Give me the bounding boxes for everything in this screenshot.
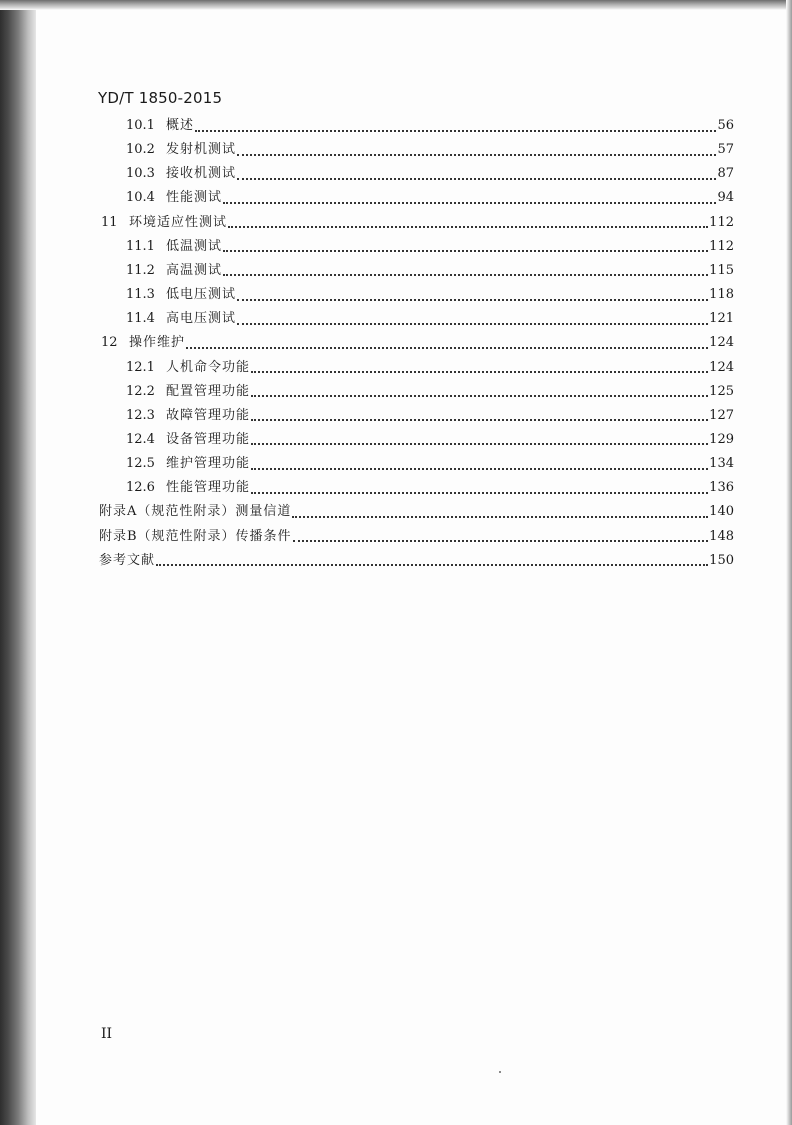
toc-entry[interactable] <box>126 261 734 283</box>
toc-entry-page: 94 <box>717 190 734 206</box>
toc-entry-title: 概述 <box>166 118 195 133</box>
toc-entry-title: 人机命令功能 <box>166 359 251 375</box>
toc-entry[interactable] <box>126 164 734 186</box>
toc-entry-title: 低电压测试 <box>166 287 237 303</box>
toc-entry[interactable] <box>101 333 734 355</box>
toc-leader-dots <box>223 249 708 252</box>
toc-entry-title: 维护管理功能 <box>166 456 251 472</box>
toc-leader-dots <box>237 322 708 325</box>
toc-entry[interactable] <box>126 188 734 210</box>
toc-entry-number: 11.4 <box>126 311 155 327</box>
page-number: II <box>101 1026 113 1042</box>
toc-entry-title: 配置管理功能 <box>166 383 251 399</box>
toc-entry-number: 12.4 <box>126 431 155 447</box>
toc-entry[interactable] <box>126 382 734 404</box>
toc-entry-page: 124 <box>709 359 734 375</box>
toc-entry-page: 127 <box>709 407 734 423</box>
toc-entry[interactable] <box>126 454 734 476</box>
toc-leader-dots <box>223 201 716 204</box>
toc-leader-dots <box>228 225 708 228</box>
toc-leader-dots <box>251 370 708 373</box>
toc-entry-page: 112 <box>709 238 734 254</box>
toc-entry-title: 性能测试 <box>166 190 223 206</box>
toc-entry[interactable] <box>126 285 734 307</box>
document-code-header: YD/T 1850-2015 <box>98 89 223 107</box>
toc-entry-number: 11.2 <box>126 262 155 278</box>
toc-entry[interactable] <box>126 478 734 500</box>
toc-entry-page: 115 <box>709 262 734 278</box>
toc-entry-title: 性能管理功能 <box>166 480 251 496</box>
toc-leader-dots <box>223 273 708 276</box>
toc-entry-title: 低温测试 <box>166 238 223 254</box>
toc-entry[interactable] <box>99 527 734 549</box>
toc-entry[interactable] <box>126 309 734 331</box>
toc-entry-page: 148 <box>709 528 734 544</box>
toc-entry-number: 12.1 <box>126 359 155 375</box>
toc-entry[interactable] <box>126 430 734 452</box>
toc-entry-page: 140 <box>709 504 734 520</box>
toc-entry-page: 129 <box>709 431 734 447</box>
toc-leader-dots <box>293 539 709 542</box>
toc-entry-number: 11 <box>101 214 118 230</box>
toc-entry-number: 12.2 <box>126 383 155 399</box>
toc-entry-title: 发射机测试 <box>166 142 237 158</box>
toc-entry[interactable] <box>101 213 734 235</box>
toc-leader-dots <box>156 563 708 566</box>
toc-entry[interactable] <box>126 116 734 138</box>
toc-entry-page: 118 <box>709 287 734 303</box>
toc-entry-title: 设备管理功能 <box>166 431 251 447</box>
toc-leader-dots <box>251 467 708 470</box>
toc-entry-number: 12.3 <box>126 407 155 423</box>
toc-entry-title: 故障管理功能 <box>166 407 251 423</box>
toc-leader-dots <box>186 346 708 349</box>
scan-speck <box>499 1071 501 1073</box>
toc-entry[interactable] <box>126 140 734 162</box>
toc-entry-title: 环境适应性测试 <box>129 214 228 230</box>
toc-entry-title: 高温测试 <box>166 262 223 278</box>
toc-leader-dots <box>251 394 708 397</box>
toc-entry[interactable] <box>126 406 734 428</box>
toc-entry-number: 11.1 <box>126 238 155 254</box>
scan-binding-edge <box>0 0 36 1125</box>
toc-entry-page: 124 <box>709 335 734 351</box>
toc-entry-title: 高电压测试 <box>166 311 237 327</box>
toc-entry-page: 87 <box>717 166 734 182</box>
toc-entry-number: 11.3 <box>126 287 155 303</box>
toc-entry-number: 10.1 <box>126 118 155 133</box>
scan-top-edge <box>0 0 792 10</box>
toc-entry-page: 121 <box>709 311 734 327</box>
toc-entry-page: 56 <box>717 118 734 133</box>
toc-leader-dots <box>292 515 708 518</box>
toc-entry[interactable] <box>99 551 734 573</box>
toc-entry-page: 136 <box>709 480 734 496</box>
toc-entry-number: 10.2 <box>126 142 155 158</box>
toc-leader-dots <box>237 177 716 180</box>
toc-entry-number: 12.6 <box>126 480 155 496</box>
toc-entry-page: 57 <box>717 142 734 158</box>
toc-entry-title: 附录B（规范性附录）传播条件 <box>99 528 292 544</box>
toc-leader-dots <box>237 298 708 301</box>
toc-entry-title: 参考文献 <box>99 552 156 568</box>
toc-leader-dots <box>251 418 708 421</box>
toc-entry[interactable] <box>99 502 734 524</box>
toc-entry-page: 112 <box>709 214 734 230</box>
toc-entry[interactable] <box>126 237 734 259</box>
toc-entry-title: 操作维护 <box>129 335 186 351</box>
toc-leader-dots <box>195 129 716 132</box>
toc-leader-dots <box>251 491 708 494</box>
toc-entry-number: 12.5 <box>126 456 155 472</box>
toc-entry[interactable] <box>126 358 734 380</box>
toc-entry-title: 附录A（规范性附录）测量信道 <box>99 504 292 520</box>
scan-right-edge <box>786 0 792 1125</box>
toc-entry-number: 12 <box>101 335 118 351</box>
toc-entry-page: 125 <box>709 383 734 399</box>
toc-leader-dots <box>237 153 716 156</box>
toc-leader-dots <box>251 442 708 445</box>
toc-entry-number: 10.4 <box>126 190 155 206</box>
toc-entry-number: 10.3 <box>126 166 155 182</box>
toc-entry-page: 150 <box>709 552 734 568</box>
toc-entry-page: 134 <box>709 456 734 472</box>
toc-entry-title: 接收机测试 <box>166 166 237 182</box>
